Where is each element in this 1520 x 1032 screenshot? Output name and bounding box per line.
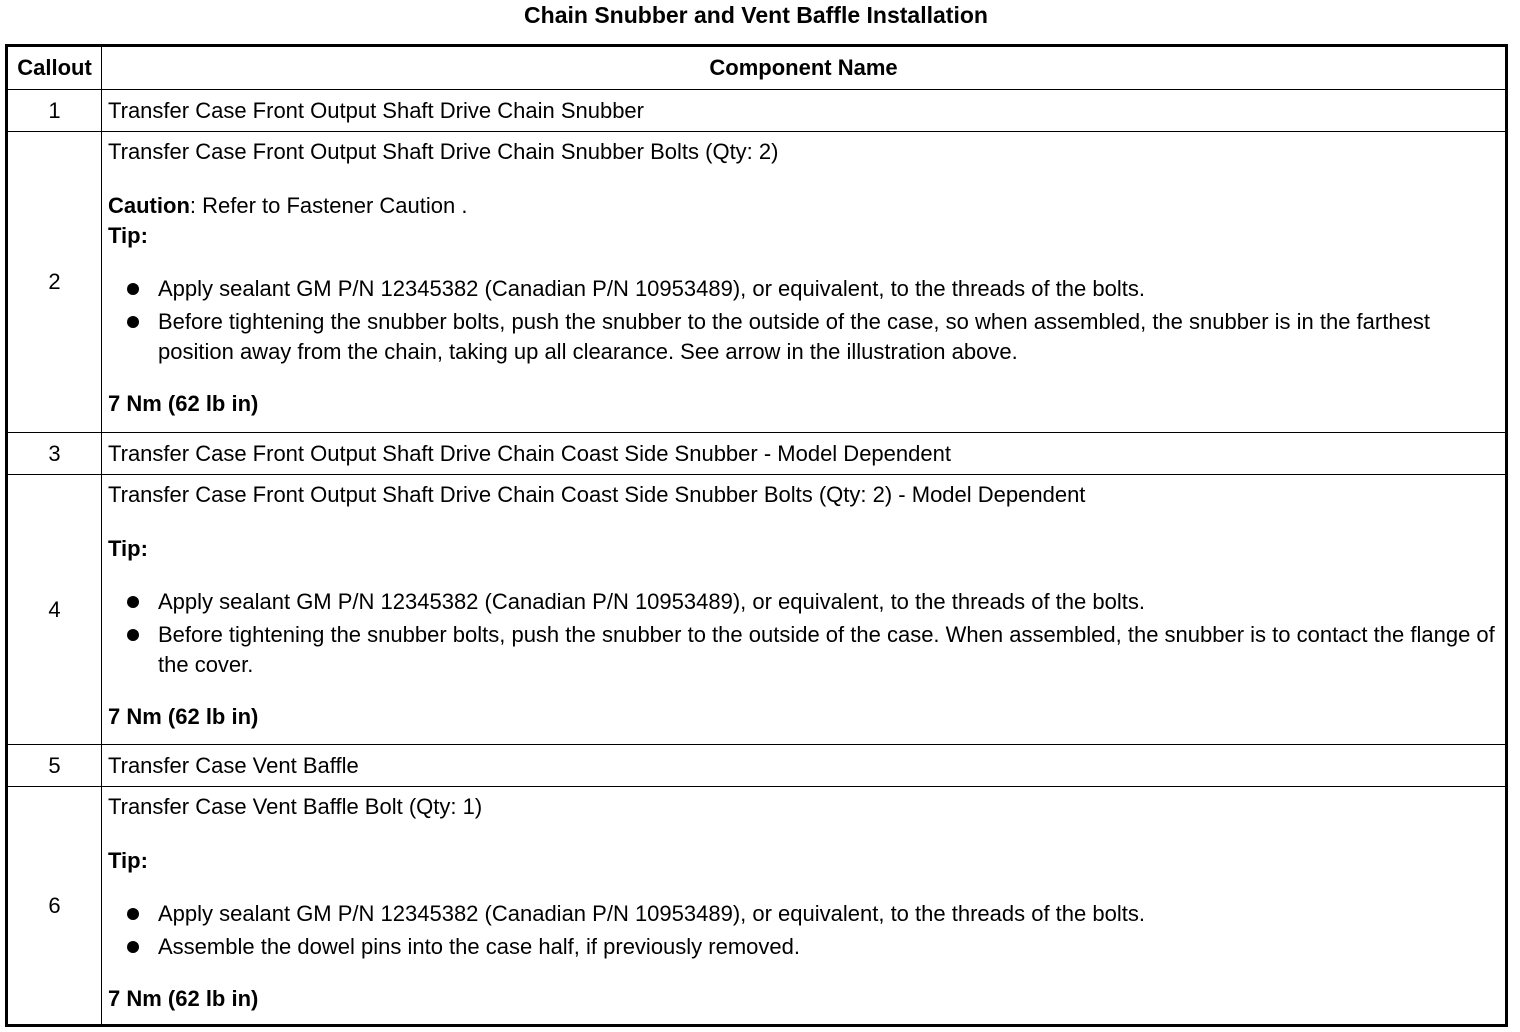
component-name: Transfer Case Front Output Shaft Drive Chain Snubber Bolts (Qty: 2) [108, 139, 779, 164]
component-details [102, 787, 1507, 1026]
table-header-row [7, 46, 1507, 90]
component-details [102, 475, 1507, 745]
component-name: Transfer Case Front Output Shaft Drive Chain Snubber [102, 90, 1507, 132]
callout-number: 1 [7, 90, 102, 132]
bullet-icon [127, 941, 139, 953]
table-row [7, 90, 1507, 132]
tip-text: Apply sealant GM P/N 12345382 (Canadian P/N 10953489), or equivalent, to the threads of the bolts. [158, 901, 1145, 926]
callout-number: 4 [7, 475, 102, 745]
torque-spec: 7 Nm (62 lb in) [108, 704, 259, 729]
table-row [7, 787, 1507, 1026]
tip-list [108, 899, 1499, 962]
component-name: Transfer Case Vent Baffle Bolt (Qty: 1) [108, 794, 483, 819]
callout-number: 5 [7, 745, 102, 787]
callout-number: 6 [7, 787, 102, 1026]
tip-item [158, 274, 1499, 304]
table-row [7, 475, 1507, 745]
tip-item [158, 899, 1499, 929]
component-name: Transfer Case Vent Baffle [102, 745, 1507, 787]
caution-note [108, 191, 1499, 221]
bullet-icon [127, 629, 139, 641]
tip-text: Before tightening the snubber bolts, push the snubber to the outside of the case, so when assembled, the snubber is in the farthest position away from the chain, taking up all clearance. See arrow in the illustration above. [158, 309, 1430, 364]
component-table [5, 44, 1508, 1027]
table-row [7, 745, 1507, 787]
component-details [102, 132, 1507, 433]
bullet-icon [127, 283, 139, 295]
bullet-icon [127, 908, 139, 920]
table-row [7, 132, 1507, 433]
tip-label: Tip: [108, 536, 148, 561]
tip-label: Tip: [108, 223, 148, 248]
tip-list [108, 587, 1499, 680]
tip-list [108, 274, 1499, 367]
page-title: Chain Snubber and Vent Baffle Installation [524, 2, 988, 28]
tip-text: Apply sealant GM P/N 12345382 (Canadian P/N 10953489), or equivalent, to the threads of the bolts. [158, 276, 1145, 301]
tip-item [158, 932, 1499, 962]
tip-item [158, 587, 1499, 617]
tip-text: Apply sealant GM P/N 12345382 (Canadian P/N 10953489), or equivalent, to the threads of the bolts. [158, 589, 1145, 614]
caution-text: : Refer to Fastener Caution . [189, 193, 468, 218]
torque-spec: 7 Nm (62 lb in) [108, 391, 259, 416]
torque-spec: 7 Nm (62 lb in) [108, 986, 259, 1011]
tip-item [158, 307, 1499, 367]
callout-number: 3 [7, 433, 102, 475]
bullet-icon [127, 316, 139, 328]
bullet-icon [127, 596, 139, 608]
callout-header: Callout [7, 46, 102, 90]
component-name: Transfer Case Front Output Shaft Drive Chain Coast Side Snubber Bolts (Qty: 2) - Model Dependent [108, 482, 1086, 507]
caution-label: Caution [108, 193, 190, 218]
tip-text: Before tightening the snubber bolts, push the snubber to the outside of the case. When assembled, the snubber is to contact the flange of the cover. [158, 622, 1495, 677]
tip-item [158, 620, 1499, 680]
component-name-header: Component Name [102, 46, 1507, 90]
component-name: Transfer Case Front Output Shaft Drive Chain Coast Side Snubber - Model Dependent [102, 433, 1507, 475]
callout-number: 2 [7, 132, 102, 433]
tip-text: Assemble the dowel pins into the case half, if previously removed. [158, 934, 800, 959]
table-row [7, 433, 1507, 475]
tip-label: Tip: [108, 848, 148, 873]
